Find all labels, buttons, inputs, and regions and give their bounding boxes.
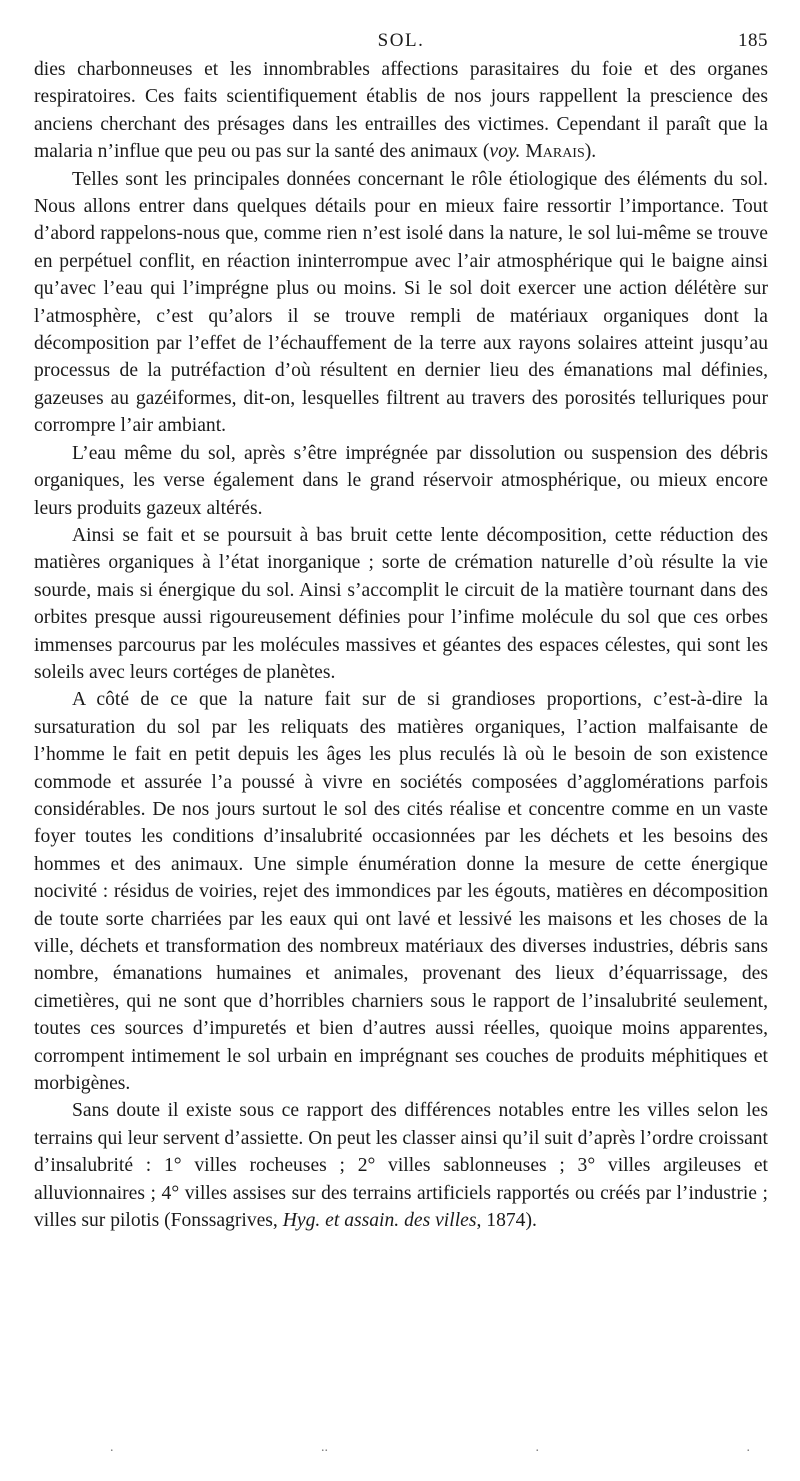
footer-marks xyxy=(110,1440,750,1456)
paragraph-1-italic: voy. xyxy=(489,141,521,163)
citation-title: Hyg. et assain. des villes xyxy=(282,1210,477,1232)
paragraph-6 xyxy=(34,1097,768,1234)
page-title: SOL. xyxy=(377,30,425,51)
paragraph-6-text: Sans doute il existe sous ce rapport des différences notables entre les villes selon les terrains qui leur servent d’assiette. On peut les classer ainsi qu’il suit d’après l’ordre croissant d’insalubrité : 1° villes rocheuses ; 2° villes sablonneuses ; 3° villes argileuses et alluvionnaires ; 4° villes assises sur des terrains artificiels rapportés ou créés par l’industrie ; villes sur pilotis (Fonssagrives, xyxy=(34,1100,769,1232)
paragraph-4: Ainsi se fait et se poursuit à bas bruit cette lente décomposition, cette réduction des matières organiques à l’état inorganique ; sorte de crémation naturelle d’où résulte la vie sourde, mais si énergique du sol. Ainsi s’accomplit le circuit de la matière tournant dans des orbites presque aussi rigoureusement définies pour l’infime molécule du sol que ces orbes immenses parcourus par les molécules massives et géantes des espaces célestes, qui sont les soleils avec leurs cortéges de planètes. xyxy=(34,524,768,683)
paragraph-6-end: , 1874). xyxy=(476,1210,537,1232)
footer-mark: . xyxy=(746,1440,750,1455)
paragraph-1-end: ). xyxy=(584,141,597,163)
footer-mark: .. xyxy=(321,1440,328,1455)
footer-mark: . xyxy=(110,1440,114,1455)
paragraph-5: A côté de ce que la nature fait sur de si grandioses proportions, c’est-à-dire la sursaturation du sol par les reliquats des matières organiques, l’action malfaisante de l’homme le fait en petit depuis les âges les plus reculés là où le besoin de son existence commode et assurée l’a poussé à vivre en sociétés composées d’agglomérations parfois considérables. De nos jours surtout le sol des cités réalise et concentre comme en un vaste foyer toutes les conditions d’insalubrité occasionnées par les déchets et les besoins des hommes et des animaux. Une simple énumération donne la mesure de cette énergique nocivité : résidus de voiries, rejet des immondices par les égouts, matières en décomposition de toute sorte charriées par les eaux qui ont lavé et lessivé les maisons et les choses de la ville, déchets et transformation des nombreux matériaux des diverses industries, débris sans nombre, émanations humaines et animales, provenant des lieux d’équarrissage, des cimetières, qui ne sont que d’horribles charniers sous le rapport de l’insalubrité seulement, toutes ces sources d’impuretés et bien d’autres aussi réelles, quoique moins apparentes, corrompent intimement le sol urbain en imprégnant ses couches de produits méphitiques et morbigènes. xyxy=(34,689,768,1095)
cross-reference: Marais xyxy=(525,141,585,163)
document-page xyxy=(34,30,768,1234)
paragraph-3: L’eau même du sol, après s’être imprégnée par dissolution ou suspension des débris organiques, les verse également dans le grand réservoir atmosphérique, ou mieux encore leurs produits gazeux altérés. xyxy=(34,442,768,519)
body-text xyxy=(34,56,768,1234)
running-head xyxy=(34,30,768,56)
footer-mark: . xyxy=(535,1440,539,1455)
paragraph-1 xyxy=(34,56,768,166)
page-number: 185 xyxy=(738,30,768,51)
paragraph-2: Telles sont les principales données concernant le rôle étiologique des éléments du sol. Nous allons entrer dans quelques détails pour en mieux faire ressortir l’importance. Tout d’abord rappelons-nous que, comme rien n’est isolé dans la nature, le sol lui-même se trouve en perpétuel conflit, en réaction ininterrompue avec l’air atmosphérique qui le baigne ainsi qu’avec l’eau qui l’imprégne plus ou moins. Si le sol doit exercer une action délétère sur l’atmosphère, c’est qu’alors il se trouve rempli de matériaux organiques dont la décomposition par l’effet de l’échauffement de la terre aux rayons solaires atteint jusqu’au processus de la putréfaction d’où résultent en dernier lieu des émanations mal définies, gazeuses au gazéiformes, dit-on, lesquelles filtrent au travers des porosités telluriques pour corrompre l’air ambiant. xyxy=(34,168,768,437)
paragraph-1-text: dies charbonneuses et les innombrables affections parasitaires du foie et des organes respiratoires. Ces faits scientifiquement établis de nos jours rappellent la prescience des anciens cherchant des présages dans les entrailles des victimes. Cependant il paraît que la malaria n’influe que peu ou pas sur la santé des animaux ( xyxy=(34,59,768,163)
